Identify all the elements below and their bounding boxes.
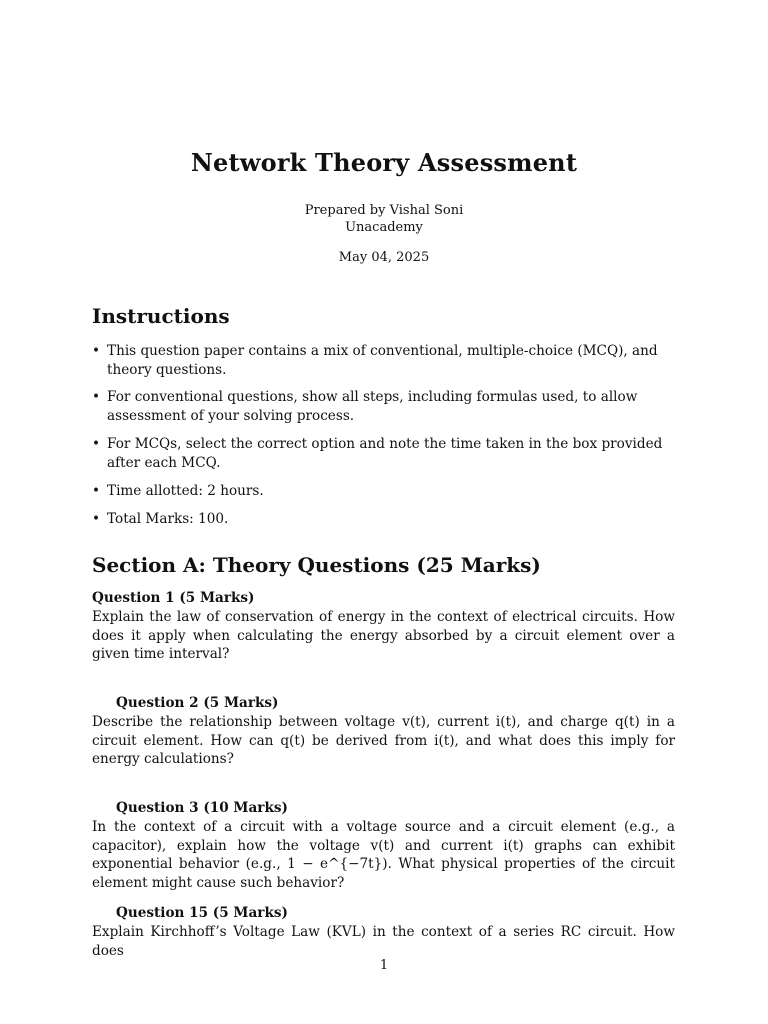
bullet-icon: • — [92, 389, 101, 405]
organization-line: Unacademy — [345, 220, 423, 235]
section-a-heading: Section A: Theory Questions (25 Marks) — [92, 553, 541, 577]
instruction-item: • Time allotted: 2 hours. — [92, 483, 264, 499]
bullet-icon: • — [92, 436, 101, 452]
question-3-heading: Question 3 (10 Marks) — [116, 800, 288, 816]
bullet-icon: • — [92, 511, 101, 527]
bullet-icon: • — [92, 343, 101, 359]
page-number: 1 — [379, 958, 389, 973]
question-1-heading: Question 1 (5 Marks) — [92, 590, 255, 606]
instructions-heading: Instructions — [92, 304, 230, 328]
instruction-item: • Total Marks: 100. — [92, 511, 229, 527]
document-date: May 04, 2025 — [338, 250, 430, 265]
question-15-heading: Question 15 (5 Marks) — [116, 905, 288, 921]
instruction-item: • For conventional questions, show all steps, including formulas used, to allow assessment of your solving process. — [92, 389, 638, 424]
question-1-text: Explain the law of conservation of energy in the context of electrical circuits. How does it apply when calculating the energy absorbed by a circuit element over a given time interval? — [92, 609, 675, 662]
question-2-heading: Question 2 (5 Marks) — [116, 695, 279, 711]
question-3-text: In the context of a circuit with a voltage source and a circuit element (e.g., a capacitor), explain how the voltage v(t) and current i(t) graphs can exhibit exponential behavior (e.g., 1 − e^{−7t}). What physical properties of the circuit element might cause such behavior? — [92, 819, 675, 891]
instruction-item: • This question paper contains a mix of conventional, multiple-choice (MCQ), and theory questions. — [92, 343, 658, 378]
document-title: Network Theory Assessment — [190, 148, 578, 177]
question-15-text: Explain Kirchhoff’s Voltage Law (KVL) in the context of a series RC circuit. How does — [92, 924, 675, 959]
question-2-text: Describe the relationship between voltage v(t), current i(t), and charge q(t) in a circuit element. How can q(t) be derived from i(t), and what does this imply for energy calculations? — [92, 714, 675, 767]
instruction-item: • For MCQs, select the correct option and note the time taken in the box provided after each MCQ. — [92, 436, 663, 471]
bullet-icon: • — [92, 483, 101, 499]
author-line: Prepared by Vishal Soni — [304, 203, 464, 218]
